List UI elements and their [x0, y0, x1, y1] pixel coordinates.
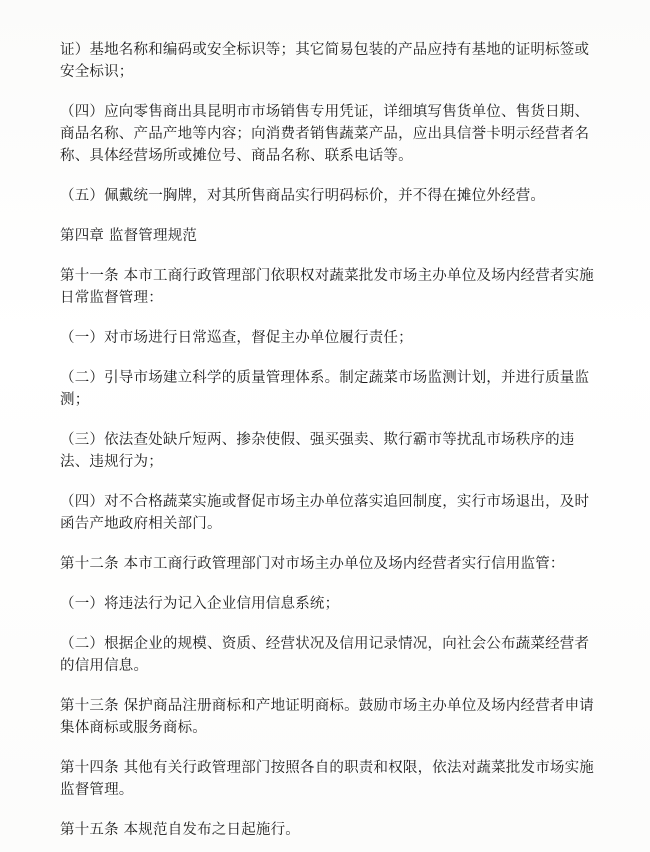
article-12-item-2: （二）根据企业的规模、资质、经营状况及信用记录情况，向社会公布蔬菜经营者的信用信息。 — [60, 636, 590, 674]
article-11-item-2: （二）引导市场建立科学的质量管理体系。制定蔬菜市场监测计划，并进行质量监测； — [60, 370, 590, 408]
article-13: 第十三条 保护商品注册商标和产地证明商标。鼓励市场主办单位及场内经营者申请集体商标或服务商标。 — [60, 698, 595, 736]
article-12: 第十二条 本市工商行政管理部门对市场主办单位及场内经营者实行信用监管： — [60, 556, 565, 572]
article-11-item-1: （一）对市场进行日常巡查，督促主办单位履行责任； — [60, 330, 413, 346]
chapter-heading: 第四章 监督管理规范 — [60, 228, 198, 244]
paragraph-continuation: 证）基地名称和编码或安全标识等；其它简易包装的产品应持有基地的证明标签或安全标识； — [60, 42, 590, 80]
article-15: 第十五条 本规范自发布之日起施行。 — [60, 822, 301, 838]
document-body — [60, 39, 600, 841]
paragraph-clause-5: （五）佩戴统一胸牌，对其所售商品实行明码标价，并不得在摊位外经营。 — [60, 188, 546, 204]
article-11: 第十一条 本市工商行政管理部门依职权对蔬菜批发市场主办单位及场内经营者实施日常监督管理： — [60, 268, 595, 306]
article-11-item-3: （三）依法查处缺斤短两、掺杂使假、强买强卖、欺行霸市等扰乱市场秩序的违法、违规行为； — [60, 432, 575, 470]
article-12-item-1: （一）将违法行为记入企业信用信息系统； — [60, 596, 340, 612]
article-14: 第十四条 其他有关行政管理部门按照各自的职责和权限，依法对蔬菜批发市场实施监督管理。 — [60, 760, 595, 798]
article-11-item-4: （四）对不合格蔬菜实施或督促市场主办单位落实追回制度，实行市场退出，及时函告产地政府相关部门。 — [60, 494, 590, 532]
paragraph-clause-4: （四）应向零售商出具昆明市市场销售专用凭证，详细填写售货单位、售货日期、商品名称、产品产地等内容；向消费者销售蔬菜产品，应出具信誉卡明示经营者名称、具体经营场所或摊位号、商品名称、联系电话等。 — [60, 104, 590, 164]
